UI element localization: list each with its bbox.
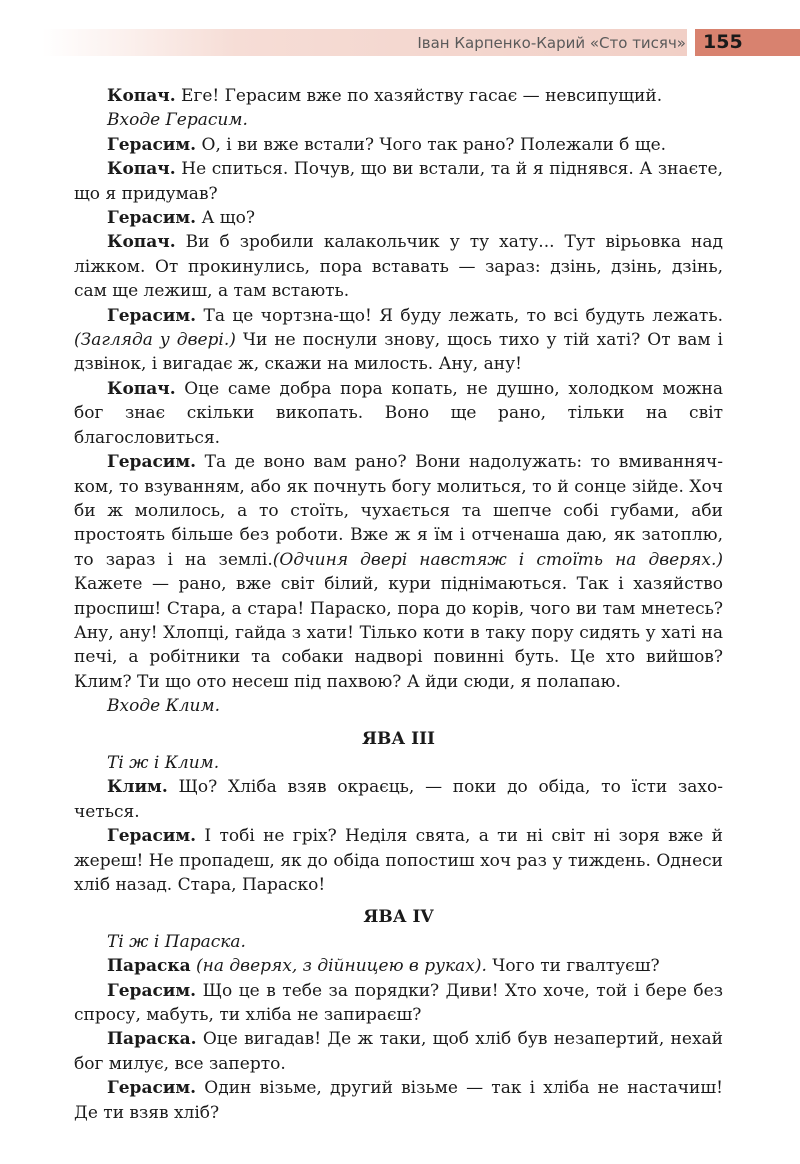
speaker-name: Параска.	[107, 1029, 197, 1050]
page-number: 155	[703, 31, 743, 53]
inline-direction: (Загляда у двері.)	[74, 330, 236, 351]
line-text: Еге! Герасим вже по хазяйству гасає — невсипущий.	[175, 86, 663, 106]
stage-direction: Входе Клим.	[107, 696, 220, 717]
line-text: Оце саме добра пора копать, не душно, холодком можна бог знає скільки викопать. Воно ще рано, тільки на світ благословиться.	[74, 378, 723, 448]
line-text: Один візьме, другий візьме — так і хліба не настачиш! Де ти взяв хліб?	[74, 1078, 723, 1123]
line-text: Що це в тебе за порядки? Диви! Хто хоче, той і бере без спросу, мабуть, ти хліба не запираєш?	[74, 980, 723, 1026]
stage-direction: Входе Герасим.	[107, 110, 248, 131]
speaker-name: Герасим.	[107, 1078, 197, 1099]
speaker-name: Копач.	[107, 232, 176, 253]
line-text: О, і ви вже встали? Чого так рано? Полежали б ще.	[196, 134, 667, 155]
speaker-name: Копач.	[107, 86, 176, 106]
paragraph	[74, 304, 723, 377]
scene-heading: ЯВА IV	[363, 907, 434, 928]
inline-direction: (на дверях, з дійницею в руках).	[190, 956, 487, 977]
paragraph	[74, 954, 723, 978]
speaker-name: Копач.	[107, 159, 176, 180]
running-title: Іван Карпенко-Карий «Сто тисяч»	[417, 34, 686, 52]
paragraph	[74, 450, 723, 694]
line-text: Чого ти гвалтуєш?	[486, 956, 660, 977]
paragraph	[74, 1076, 723, 1125]
line-text: Та це чортзна-що! Я буду лежать, то всі будуть лежать.	[196, 305, 723, 326]
line-text: Ви б зробили калакольчик у ту хату... Тут вірьовка над ліжком. От прокинулись, пора вставать — зараз: дзінь, дзінь, дзінь, сам ще лежиш, а там встають.	[74, 232, 723, 302]
paragraph	[74, 377, 723, 450]
paragraph	[74, 84, 723, 108]
stage-direction: Ті ж і Клим.	[107, 752, 220, 773]
line-text: Оце вигадав! Де ж таки, щоб хліб був незапертий, нехай бог милує, все заперто.	[74, 1029, 723, 1074]
line-text: Не спиться. Почув, що ви встали, та й я піднявся. А знаєте, що я придумав?	[74, 159, 723, 204]
stage-direction: Ті ж і Параска.	[107, 931, 246, 952]
play-text	[74, 84, 723, 1125]
speaker-name: Герасим.	[107, 980, 197, 1001]
line-text: Чи не поснули знову, щось тихо у тій хаті? От вам і дзвінок, і вигадає ж, скажи на милость. Ану, ану!	[74, 330, 723, 375]
paragraph	[74, 1027, 723, 1076]
paragraph	[74, 824, 723, 897]
speaker-name: Герасим.	[107, 305, 197, 326]
paragraph	[74, 230, 723, 303]
speaker-name: Параска	[107, 956, 191, 977]
speaker-name: Герасим.	[107, 134, 197, 155]
paragraph	[74, 157, 723, 206]
speaker-name: Герасим.	[107, 208, 197, 229]
line-text: Та де воно вам рано? Вони надолужать: то вмиваннячком, то взуванням, або як почнуть богу молиться, то й сонце зійде. Хоч би ж молилось, а то стоїть, чухається та шепче собі губами, аби простоять більше без роботи. Вже ж я їм і отченаша даю, як затоплю, то зараз і на землі.	[74, 452, 723, 570]
scene-heading: ЯВА III	[362, 728, 435, 749]
inline-direction: (Одчиня двері навстяж і стоїть на дверях.)	[272, 549, 723, 570]
line-text: А що?	[196, 208, 255, 229]
paragraph	[74, 133, 723, 157]
line-text: Кажете — рано, вже світ білий, кури піднімаються. Так і хазяйство проспиш! Стара, а стара! Параско, пора до корів, чого ви там мнетесь? Ану, ану! Хлопці, гайда з хати! Тілько коти в таку пору сидять у хаті на печі, а робітники та собаки надворі повинні буть. Це хто вийшов? Клим? Ти що ото несеш під пахвою? А йди сюди, я полапаю.	[74, 574, 723, 692]
line-text: Що? Хліба взяв окраєць, — поки до обіда, то їсти захочеться.	[74, 777, 723, 822]
paragraph	[74, 775, 723, 824]
paragraph	[74, 206, 723, 230]
speaker-name: Копач.	[107, 378, 176, 399]
paragraph	[74, 979, 723, 1028]
speaker-name: Герасим.	[107, 452, 197, 473]
line-text: І тобі не гріх? Неділя свята, а ти ні світ ні зоря вже й жереш! Не пропадеш, як до обіда попостиш хоч раз у тиждень. Однеси хліб назад. Стара, Параско!	[74, 826, 723, 895]
speaker-name: Герасим.	[107, 826, 197, 847]
speaker-name: Клим.	[107, 777, 168, 798]
